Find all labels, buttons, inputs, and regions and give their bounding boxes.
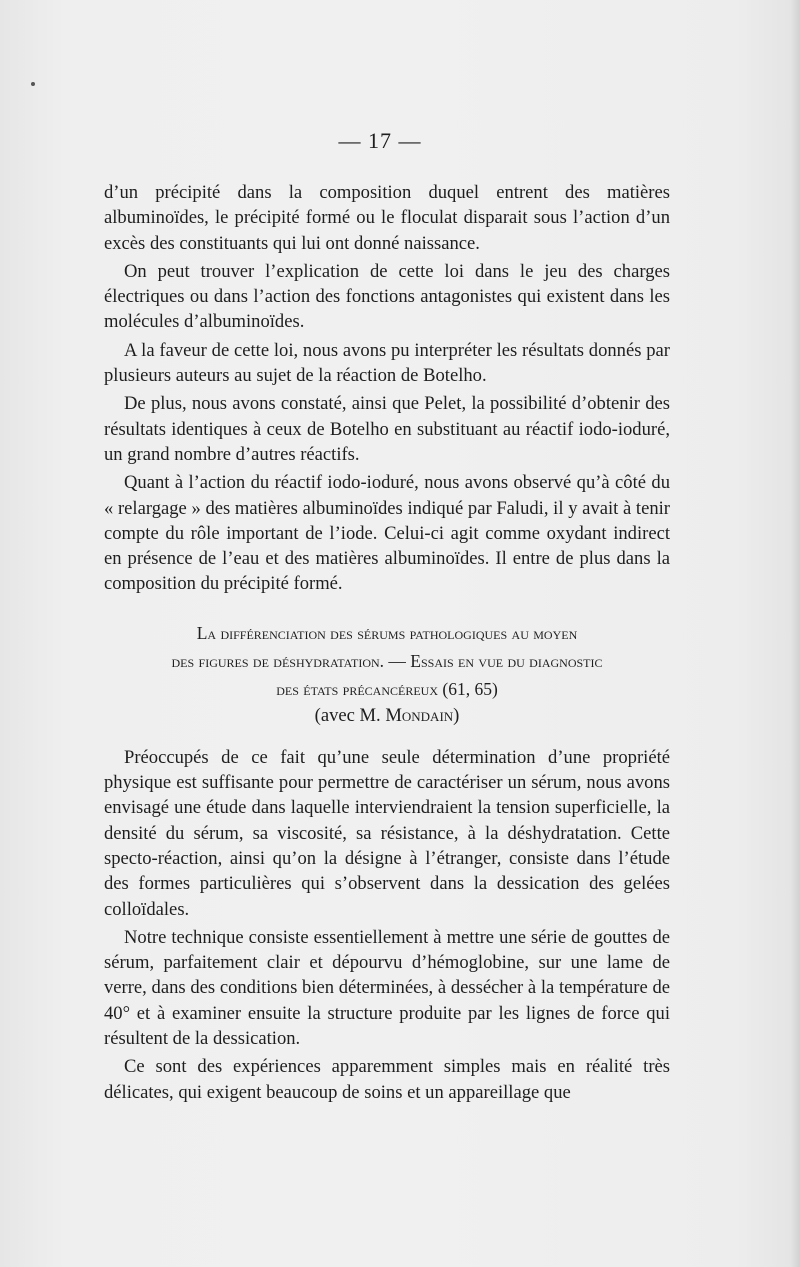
collaborator-prefix: (avec M. <box>314 704 386 726</box>
paragraph: A la faveur de cette loi, nous avons pu interpréter les résultats donnés par plusieurs auteurs au sujet de la réaction de Botelho. <box>104 339 670 387</box>
paragraph: On peut trouver l’explication de cette loi dans le jeu des charges électriques ou dans l’action des fonctions antagonistes qui existent dans les molécules d’albuminoïdes. <box>104 260 670 333</box>
section-title-line-2: des figures de déshydratation. — Essais en vue du diagnostic <box>171 650 603 671</box>
section-title-line-3: des états précancéreux (61, 65) <box>276 678 498 699</box>
paragraph: Ce sont des expériences apparemment simples mais en réalité très délicates, qui exigent beaucoup de soins et un appareillage que <box>104 1056 670 1103</box>
page-body <box>104 180 670 1108</box>
collaborator-name: Mondain <box>385 704 454 726</box>
paragraph: d’un précipité dans la composition duquel entrent des matières albuminoïdes, le précipité formé ou le floculat disparait sous l’action d’un excès des constituants qui lui ont donné naissance. <box>104 182 670 254</box>
page-edge-shadow <box>790 0 800 1267</box>
paragraph: De plus, nous avons constaté, ainsi que Pelet, la possibilité d’obtenir des résultats identiques à ceux de Botelho en substituant au réactif iodo-ioduré, un grand nombre d’autres réactifs. <box>104 393 670 465</box>
collaborator-suffix: ) <box>453 704 460 726</box>
section-heading <box>104 619 670 703</box>
paragraph: Quant à l’action du réactif iodo-ioduré, nous avons observé qu’à côté du « relargage » des matières albuminoïdes indiqué par Faludi, il y avait à tenir compte du rôle important de l’iode. Celui-ci agit comme oxydant indirect en présence de l’eau et des matières albuminoïdes. Il entre de plus dans la composition du précipité formé. <box>104 472 670 595</box>
section-title-line-1: La différenciation des sérums pathologiques au moyen <box>196 622 578 643</box>
ink-speck <box>31 82 35 86</box>
paragraph: Notre technique consiste essentiellement à mettre une série de gouttes de sérum, parfaitement clair et dépourvu d’hémoglobine, sur une lame de verre, dans des conditions bien déterminées, à dessécher à la température de 40° et à examiner ensuite la structure produite par les lignes de force qui résultent de la dessication. <box>104 926 670 1050</box>
section-collaborator <box>104 703 670 729</box>
paragraph: Préoccupés de ce fait qu’une seule détermination d’une propriété physique est suffisante pour permettre de caractériser un sérum, nous avons envisagé une étude dans laquelle interviendraient la tension superficielle, la densité du sérum, sa viscosité, sa résistance, à la déshydratation. Cette specto-réaction, ainsi qu’on la désigne à l’étranger, consiste dans l’étude des formes particulières qui s’observent dans la dessication des gelées colloïdales. <box>104 746 670 920</box>
page-number: — 17 — <box>338 128 422 153</box>
